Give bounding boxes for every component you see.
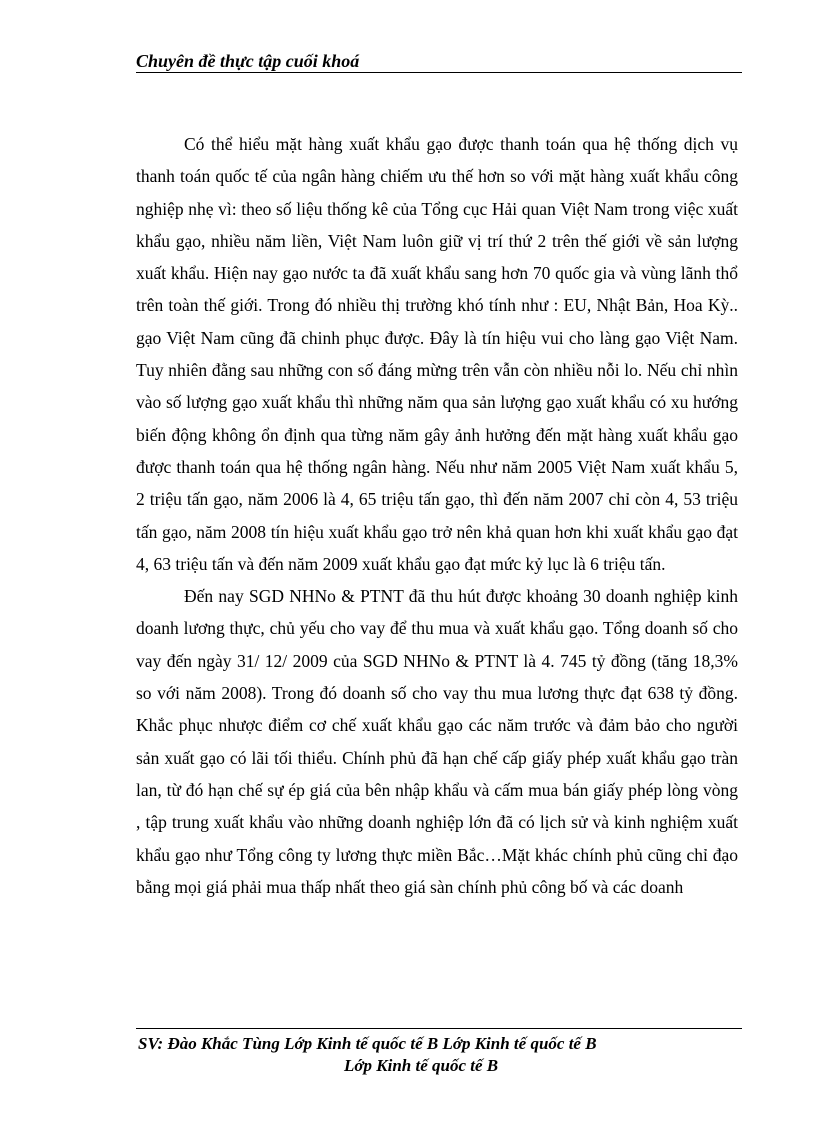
page-footer [136, 1028, 742, 1077]
paragraph-2: Đến nay SGD NHNo & PTNT đã thu hút được khoảng 30 doanh nghiệp kinh doanh lương thực, chủ yếu cho vay để thu mua và xuất khẩu gạo. Tổng doanh số cho vay đến ngày 31/ 12/ 2009 của SGD NHNo & PTNT là 4. 745 tỷ đồng (tăng 18,3% so với năm 2008). Trong đó doanh số cho vay thu mua lương thực đạt 638 tỷ đồng. Khắc phục nhược điểm cơ chế xuất khẩu gạo các năm trước và đảm bảo cho người sản xuất gạo có lãi tối thiểu. Chính phủ đã hạn chế cấp giấy phép xuất khẩu gạo tràn lan, từ đó hạn chế sự ép giá của bên nhập khẩu và cấm mua bán giấy phép lòng vòng , tập trung xuất khẩu vào những doanh nghiệp lớn đã có lịch sử và kinh nghiệm xuất khẩu gạo như Tổng công ty lương thực miền Bắc…Mặt khác chính phủ cũng chỉ đạo bằng mọi giá phải mua thấp nhất theo giá sàn chính phủ công bố và các doanh [136, 586, 738, 897]
document-body [136, 128, 738, 903]
paragraph-1: Có thể hiểu mặt hàng xuất khẩu gạo được thanh toán qua hệ thống dịch vụ thanh toán quốc tế của ngân hàng chiếm ưu thế hơn so với mặt hàng xuất khẩu công nghiệp nhẹ vì: theo số liệu thống kê của Tổng cục Hải quan Việt Nam trong việc xuất khẩu gạo, nhiều năm liền, Việt Nam luôn giữ vị trí thứ 2 trên thế giới về sản lượng xuất khẩu. Hiện nay gạo nước ta đã xuất khẩu sang hơn 70 quốc gia và vùng lãnh thổ trên toàn thế giới. Trong đó nhiều thị trường khó tính như : EU, Nhật Bản, Hoa Kỳ.. gạo Việt Nam cũng đã chinh phục được. Đây là tín hiệu vui cho làng gạo Việt Nam. Tuy nhiên đằng sau những con số đáng mừng trên vẫn còn nhiều nỗi lo. Nếu chỉ nhìn vào số lượng gạo xuất khẩu thì những năm qua sản lượng gạo xuất khẩu có xu hướng biến động không ổn định qua từng năm gây ảnh hưởng đến mặt hàng xuất khẩu gạo được thanh toán qua hệ thống ngân hàng. Nếu như năm 2005 Việt Nam xuất khẩu 5, 2 triệu tấn gạo, năm 2006 là 4, 65 triệu tấn gạo, thì đến năm 2007 chỉ còn 4, 53 triệu tấn gạo, năm 2008 tín hiệu xuất khẩu gạo trở nên khả quan hơn khi xuất khẩu gạo đạt 4, 63 triệu tấn và đến năm 2009 xuất khẩu gạo đạt mức kỷ lục là 6 triệu tấn. [136, 134, 738, 574]
footer-author-line: SV: Đào Khắc Tùng Lớp Kinh tế quốc tế B Lớp Kinh tế quốc tế B [138, 1034, 597, 1053]
page-header [136, 50, 742, 73]
footer-class-line: Lớp Kinh tế quốc tế B [344, 1056, 499, 1075]
header-title: Chuyên đề thực tập cuối khoá [136, 51, 360, 71]
